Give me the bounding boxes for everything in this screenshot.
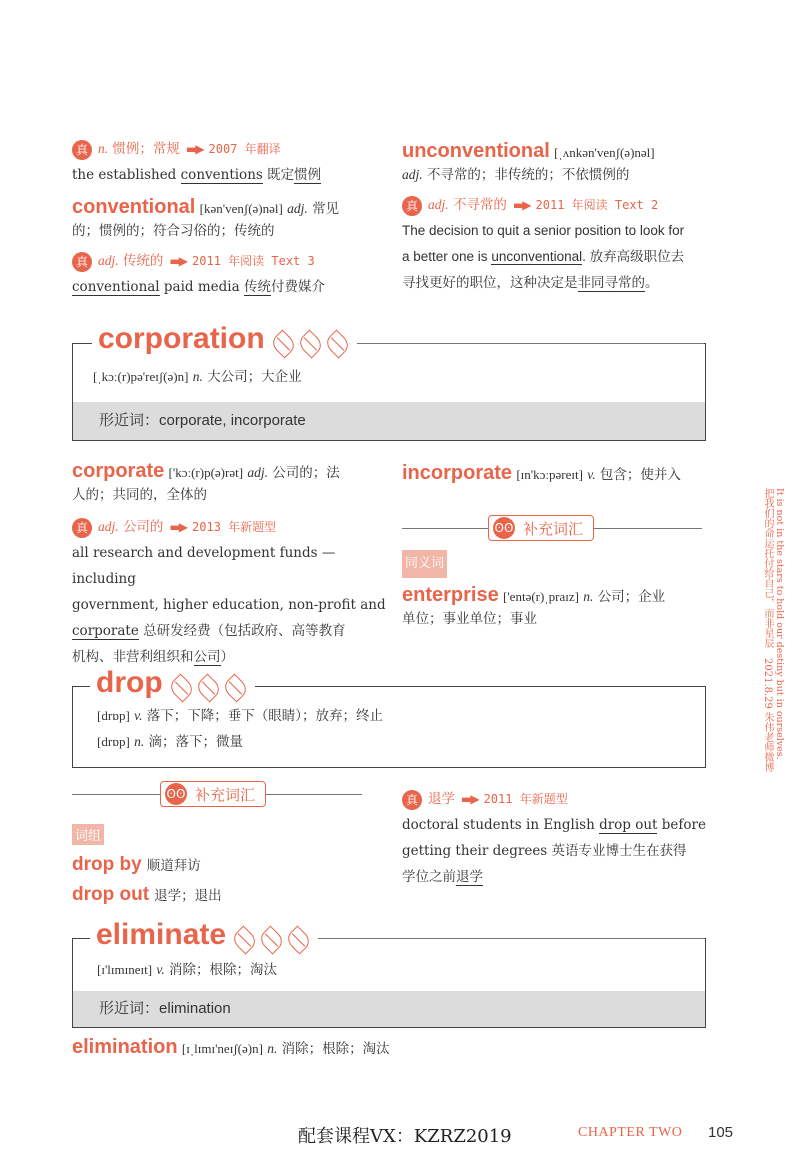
arrow-icon: ▬▶ [169, 520, 187, 534]
entry-conventional: conventional [kən'venʃ(ə)nəl] adj. 常见 的；惯例的；符合习俗的；传统的 真 adj. 传统的 ▬▶ 2011 年阅读 Text 3 conventional paid media 传统付费媒介 [72, 196, 340, 295]
entry-box-drop: [drɒp] v. 落下；下降；垂下（眼睛）；放弃；终止 [drɒp] n. 滴；落下；微量 [72, 686, 706, 768]
side-quote-zh: 把我们的命运托付给自己，而非星辰 2021.8.29 朱伟老师微博 [762, 488, 773, 773]
leaf-icon [257, 925, 286, 954]
convention-example-block: 真 n. 惯例；常规 ▬▶ 2007 年翻译 the established conventions 既定惯例 [72, 136, 392, 188]
entry-incorporate: incorporate [ɪn'kɔːpəreɪt] v. 包含；使并入 [402, 462, 681, 484]
owl-icon: ʘʘ [493, 517, 515, 539]
entry-unconventional: unconventional [ˌʌnkən'venʃ(ə)nəl] adj. 不寻常的；非传统的；不依惯例的 真 adj. 不寻常的 ▬▶ 2011 年阅读 Text 2 The decision to quit a senior position to look for a better one is unconventional. 放弃高级职位去 寻找更好的职位，这种决定是非同寻常的。 [402, 140, 685, 291]
zhen-badge: 真 [72, 140, 92, 160]
page-number: 105 [708, 1124, 734, 1141]
arrow-icon: ▬▶ [169, 254, 187, 268]
entry-elimination: elimination [ɪˌlɪmɪ'neɪʃ(ə)n] n. 消除；根除；淘汰 [72, 1036, 390, 1058]
entry-box-corporation: [ˌkɔː(r)pə'reɪʃ(ə)n] n. 大公司；大企业 形近词：corporate, incorporate [72, 343, 706, 441]
headword-drop-wrap [90, 666, 255, 700]
leaf-icon [284, 925, 313, 954]
supplement-badge: ʘʘ 补充词汇 [488, 515, 594, 541]
zhen-badge: 真 [402, 790, 422, 810]
leaf-icon [167, 673, 196, 702]
similar-words-band: 形近词：corporate, incorporate [73, 402, 705, 440]
zhen-badge: 真 [72, 252, 92, 272]
tag-phrase: 词组 [72, 824, 104, 845]
headword-eliminate-wrap [90, 918, 318, 952]
phrase-drop-by: drop by [72, 854, 142, 875]
headword-conventional: conventional [72, 196, 196, 218]
tag-synonym: 同义词 [402, 550, 447, 578]
headword-elimination: elimination [72, 1036, 178, 1058]
arrow-icon: ▬▶ [461, 792, 478, 806]
leaf-icon [323, 329, 352, 358]
side-quote-en: It is not in the stars to hold our destiny but in ourselves. [774, 488, 785, 760]
supplement-badge: ʘʘ 补充词汇 [160, 781, 266, 807]
headword-corporation-wrap [92, 322, 357, 356]
entry-corporate: corporate ['kɔː(r)p(ə)rət] adj. 公司的；法 人的；共同的，全体的 真 adj. 公司的 ▬▶ 2013 年新题型 all research and development funds — including government, higher education, non-profit and corporate 总研发经费（包括政府、高等教育 机构、非营利组织和公司） [72, 460, 386, 665]
headword-unconventional: unconventional [402, 140, 550, 162]
leaf-icon [221, 673, 250, 702]
headword-eliminate: eliminate [96, 918, 227, 951]
headword-corporate: corporate [72, 460, 165, 482]
phrase-drop-out: drop out [72, 884, 150, 905]
entry-enterprise: 同义词 enterprise ['entə(r)ˌpraɪz] n. 公司；企业 单位；事业单位；事业 [402, 550, 722, 632]
leaf-icon [230, 925, 259, 954]
similar-words-band: 形近词：elimination [73, 991, 705, 1027]
phrase-block: 词组 drop by 顺道拜访 drop out 退学；退出 [72, 824, 222, 909]
zhen-badge: 真 [72, 518, 92, 538]
zhen-badge: 真 [402, 196, 422, 216]
footer-chapter: CHAPTER TWO [578, 1125, 683, 1140]
headword-corporation: corporation [98, 322, 265, 355]
leaf-icon [296, 329, 325, 358]
arrow-icon: ▬▶ [512, 198, 530, 212]
leaf-icon [194, 673, 223, 702]
drop-out-example: 真 退学 ▬▶ 2011 年新题型 doctoral students in English drop out before getting their degrees 英语专业博士生在获得 学位之前退学 [402, 786, 722, 890]
footer-watermark: 配套课程VX：KZRZ2019 [298, 1126, 512, 1147]
leaf-icon [269, 329, 298, 358]
headword-drop: drop [96, 666, 163, 699]
owl-icon: ʘʘ [165, 783, 187, 805]
arrow-icon: ▬▶ [185, 142, 203, 156]
headword-enterprise: enterprise [402, 584, 499, 606]
headword-incorporate: incorporate [402, 462, 513, 484]
entry-box-eliminate: [ɪ'lɪmɪneɪt] v. 消除；根除；淘汰 形近词：elimination [72, 938, 706, 1028]
